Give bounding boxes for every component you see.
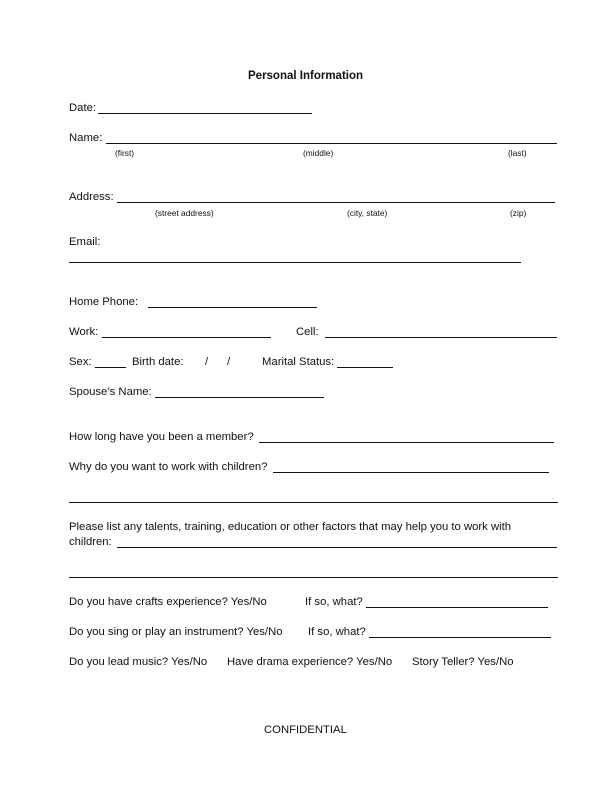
children-reason-field[interactable] bbox=[273, 472, 549, 473]
home-phone-field[interactable] bbox=[148, 307, 317, 308]
page-title: Personal Information bbox=[248, 70, 364, 82]
talents-question-cont: children: bbox=[69, 536, 112, 548]
children-reason-field-line2[interactable] bbox=[69, 502, 558, 503]
sing-followup-field[interactable] bbox=[369, 637, 551, 638]
cell-field[interactable] bbox=[325, 337, 557, 338]
birth-date-slash: / bbox=[205, 356, 209, 368]
talents-field[interactable] bbox=[117, 547, 557, 548]
name-middle-caption: (middle) bbox=[303, 148, 334, 158]
name-last-caption: (last) bbox=[508, 148, 527, 158]
birth-date-slash: / bbox=[227, 356, 231, 368]
talents-field-line2[interactable] bbox=[69, 577, 558, 578]
confidential-footer: CONFIDENTIAL bbox=[264, 724, 347, 736]
sing-instrument-question: Do you sing or play an instrument? Yes/No bbox=[69, 626, 283, 638]
talents-question: Please list any talents, training, education or other factors that may help you to work with bbox=[69, 521, 512, 533]
crafts-followup-label: If so, what? bbox=[305, 596, 363, 608]
home-phone-label: Home Phone: bbox=[69, 296, 139, 308]
marital-status-label: Marital Status: bbox=[262, 356, 335, 368]
drama-question: Have drama experience? Yes/No bbox=[227, 656, 393, 668]
sing-followup-label: If so, what? bbox=[308, 626, 366, 638]
crafts-question: Do you have crafts experience? Yes/No bbox=[69, 596, 267, 608]
email-field[interactable] bbox=[69, 262, 521, 263]
member-duration-field[interactable] bbox=[259, 442, 554, 443]
name-field[interactable] bbox=[106, 143, 557, 144]
sex-field[interactable] bbox=[95, 367, 126, 368]
marital-status-field[interactable] bbox=[337, 367, 393, 368]
address-field[interactable] bbox=[117, 202, 555, 203]
address-city-state-caption: (city, state) bbox=[347, 208, 388, 218]
name-first-caption: (first) bbox=[115, 148, 135, 158]
children-reason-question: Why do you want to work with children? bbox=[69, 461, 268, 473]
date-label: Date: bbox=[69, 102, 97, 114]
date-field[interactable] bbox=[98, 113, 312, 114]
spouse-name-label: Spouse’s Name: bbox=[69, 386, 152, 398]
cell-label: Cell: bbox=[296, 326, 319, 338]
address-street-caption: (street address) bbox=[155, 208, 214, 218]
email-label: Email: bbox=[69, 236, 101, 248]
crafts-followup-field[interactable] bbox=[366, 607, 548, 608]
address-zip-caption: (zip) bbox=[510, 208, 527, 218]
work-label: Work: bbox=[69, 326, 99, 338]
member-duration-question: How long have you been a member? bbox=[69, 431, 254, 443]
birth-date-label: Birth date: bbox=[132, 356, 184, 368]
name-label: Name: bbox=[69, 132, 103, 144]
story-teller-question: Story Teller? Yes/No bbox=[412, 656, 514, 668]
work-field[interactable] bbox=[102, 337, 271, 338]
sex-label: Sex: bbox=[69, 356, 92, 368]
spouse-name-field[interactable] bbox=[155, 397, 324, 398]
lead-music-question: Do you lead music? Yes/No bbox=[69, 656, 208, 668]
address-label: Address: bbox=[69, 191, 114, 203]
